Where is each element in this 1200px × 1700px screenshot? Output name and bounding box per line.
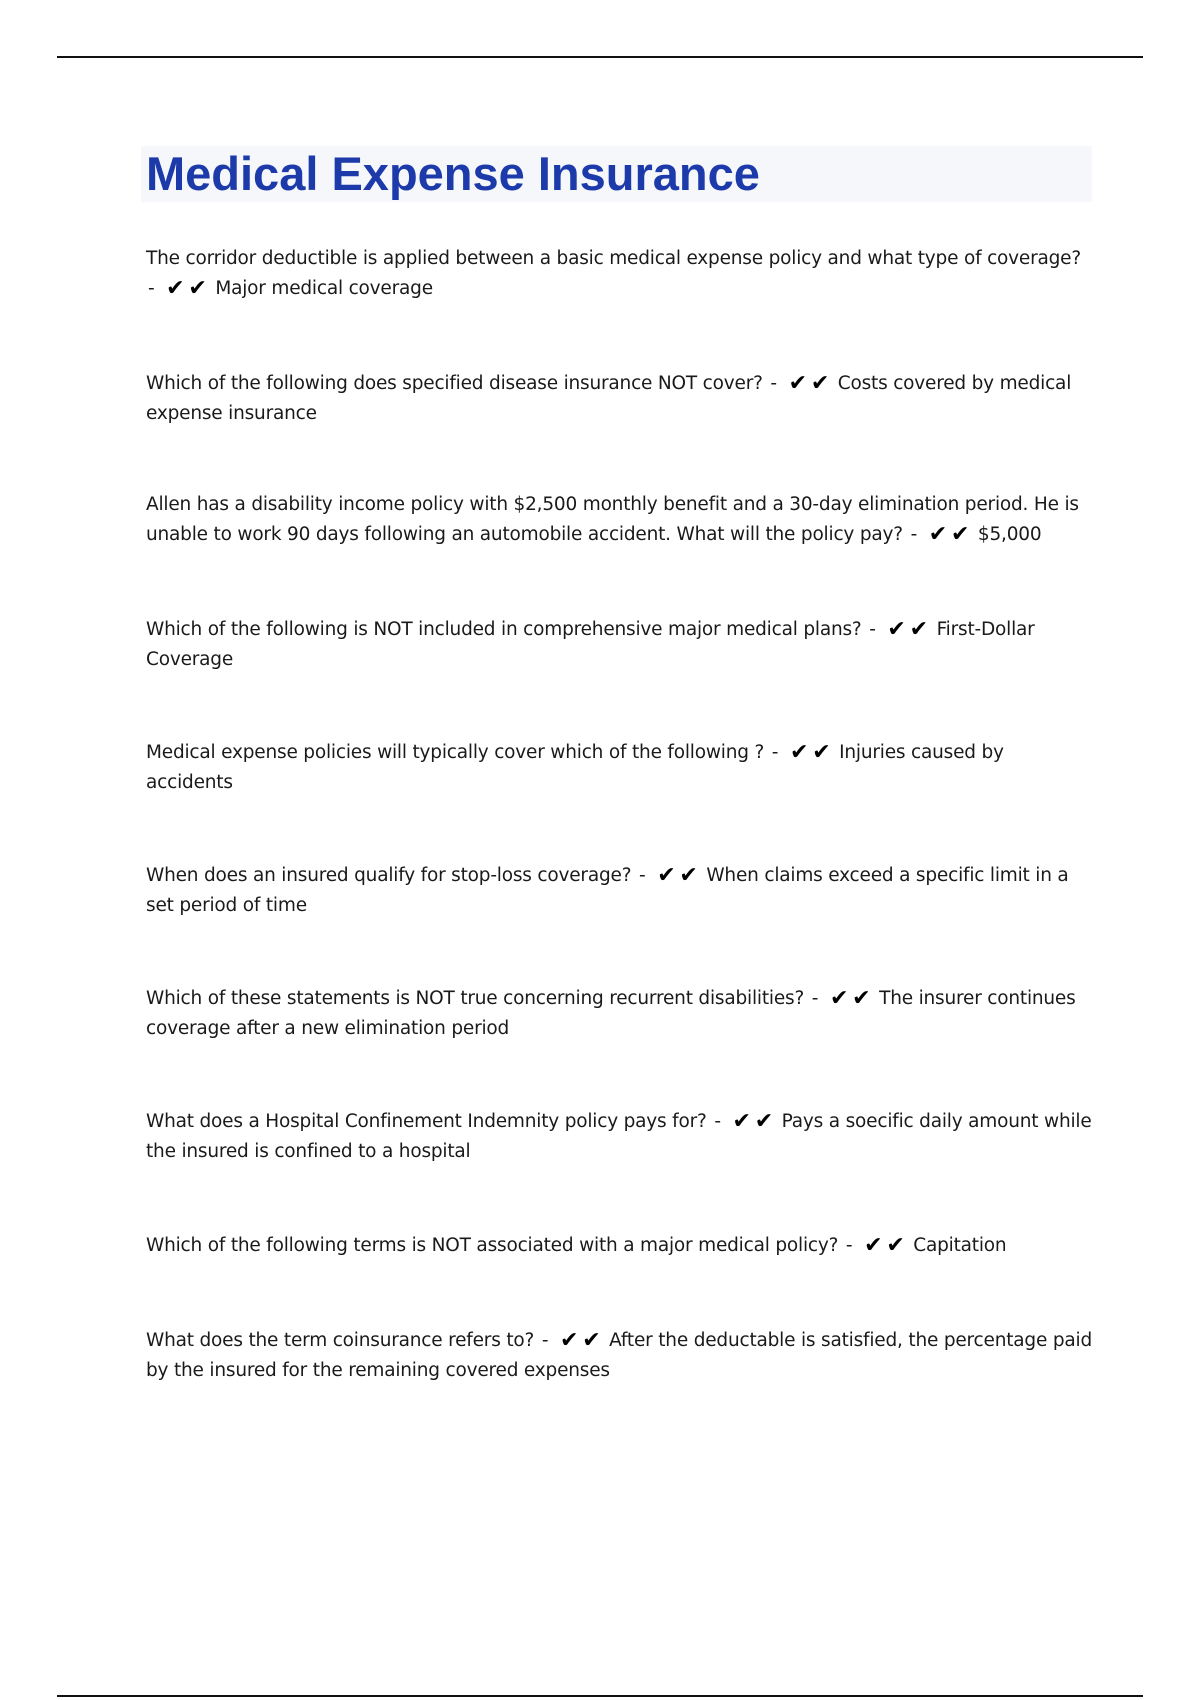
- double-check-icon: [829, 986, 871, 1011]
- double-check-icon: [657, 863, 698, 888]
- check-icon: ✔: [864, 1233, 883, 1258]
- double-check-icon: [789, 740, 831, 765]
- separator: -: [811, 988, 819, 1009]
- qa-item: [146, 984, 1096, 1044]
- separator: -: [771, 742, 779, 763]
- qa-item: [146, 490, 1096, 550]
- check-icon: ✔: [657, 863, 676, 888]
- check-icon: ✔: [788, 371, 807, 396]
- double-check-icon: [732, 1109, 773, 1134]
- top-rule: [57, 56, 1143, 58]
- check-icon: ✔: [732, 1109, 751, 1134]
- answer-text: $5,000: [977, 524, 1042, 545]
- question-text: Which of the following is NOT included in comprehensive major medical plans?: [146, 619, 862, 640]
- check-icon: ✔: [829, 986, 849, 1011]
- check-icon: ✔: [188, 276, 207, 301]
- qa-item: [146, 1326, 1096, 1386]
- separator: -: [869, 619, 876, 640]
- check-icon: ✔: [812, 740, 831, 765]
- answer-text: Injuries caused by accidents: [146, 742, 1004, 793]
- check-icon: ✔: [928, 522, 947, 547]
- answer-text: Major medical coverage: [215, 278, 433, 299]
- check-icon: ✔: [886, 1233, 905, 1258]
- separator: -: [714, 1111, 721, 1132]
- separator: -: [541, 1330, 549, 1351]
- double-check-icon: [559, 1328, 601, 1353]
- question-text: What does a Hospital Confinement Indemnity policy pays for?: [146, 1111, 707, 1132]
- qa-item: [146, 369, 1096, 429]
- answer-text: Capitation: [913, 1235, 1007, 1256]
- question-text: Which of the following does specified disease insurance NOT cover?: [146, 373, 763, 394]
- answer-text: After the deductable is satisfied, the percentage paid by the insured for the remaining covered expenses: [146, 1330, 1092, 1381]
- answer-text: Pays a soecific daily amount while the insured is confined to a hospital: [146, 1111, 1092, 1162]
- double-check-icon: [928, 522, 970, 547]
- question-text: What does the term coinsurance refers to?: [146, 1330, 535, 1351]
- check-icon: ✔: [754, 1109, 773, 1134]
- check-icon: ✔: [679, 863, 698, 888]
- separator: -: [148, 278, 155, 299]
- double-check-icon: [887, 617, 928, 642]
- question-text: Allen has a disability income policy with $2,500 monthly benefit and a 30-day elimination period. He is unable to work 90 days following an automobile accident. What will the policy pay?: [146, 494, 1079, 545]
- check-icon: ✔: [582, 1328, 601, 1353]
- check-icon: ✔: [810, 371, 830, 396]
- answer-text: The insurer continues coverage after a new elimination period: [146, 988, 1076, 1039]
- qa-item: [146, 1107, 1096, 1167]
- separator: -: [910, 524, 918, 545]
- question-text: When does an insured qualify for stop-loss coverage?: [146, 865, 632, 886]
- check-icon: ✔: [166, 276, 185, 301]
- title-band: [141, 146, 1092, 202]
- separator: -: [770, 373, 777, 394]
- separator: -: [639, 865, 646, 886]
- double-check-icon: [166, 276, 207, 301]
- question-text: Which of the following terms is NOT associated with a major medical policy?: [146, 1235, 839, 1256]
- qa-item: [146, 1231, 1096, 1261]
- double-check-icon: [864, 1233, 905, 1258]
- answer-text: First-Dollar Coverage: [146, 619, 1035, 670]
- check-icon: ✔: [559, 1328, 579, 1353]
- check-icon: ✔: [909, 617, 928, 642]
- bottom-rule: [57, 1695, 1143, 1697]
- separator: -: [845, 1235, 853, 1256]
- check-icon: ✔: [887, 617, 906, 642]
- double-check-icon: [788, 371, 830, 396]
- check-icon: ✔: [950, 522, 970, 547]
- question-text: Which of these statements is NOT true concerning recurrent disabilities?: [146, 988, 805, 1009]
- qa-item: [146, 244, 1096, 304]
- answer-text: When claims exceed a specific limit in a set period of time: [146, 865, 1069, 916]
- question-text: The corridor deductible is applied between a basic medical expense policy and what type of coverage?: [146, 248, 1081, 269]
- page-title: Medical Expense Insurance: [146, 147, 760, 200]
- qa-item: [146, 861, 1096, 921]
- qa-item: [146, 615, 1096, 675]
- check-icon: ✔: [852, 986, 871, 1011]
- check-icon: ✔: [789, 740, 809, 765]
- qa-item: [146, 738, 1096, 798]
- question-text: Medical expense policies will typically cover which of the following ?: [146, 742, 765, 763]
- answer-text: Costs covered by medical expense insurance: [146, 373, 1072, 424]
